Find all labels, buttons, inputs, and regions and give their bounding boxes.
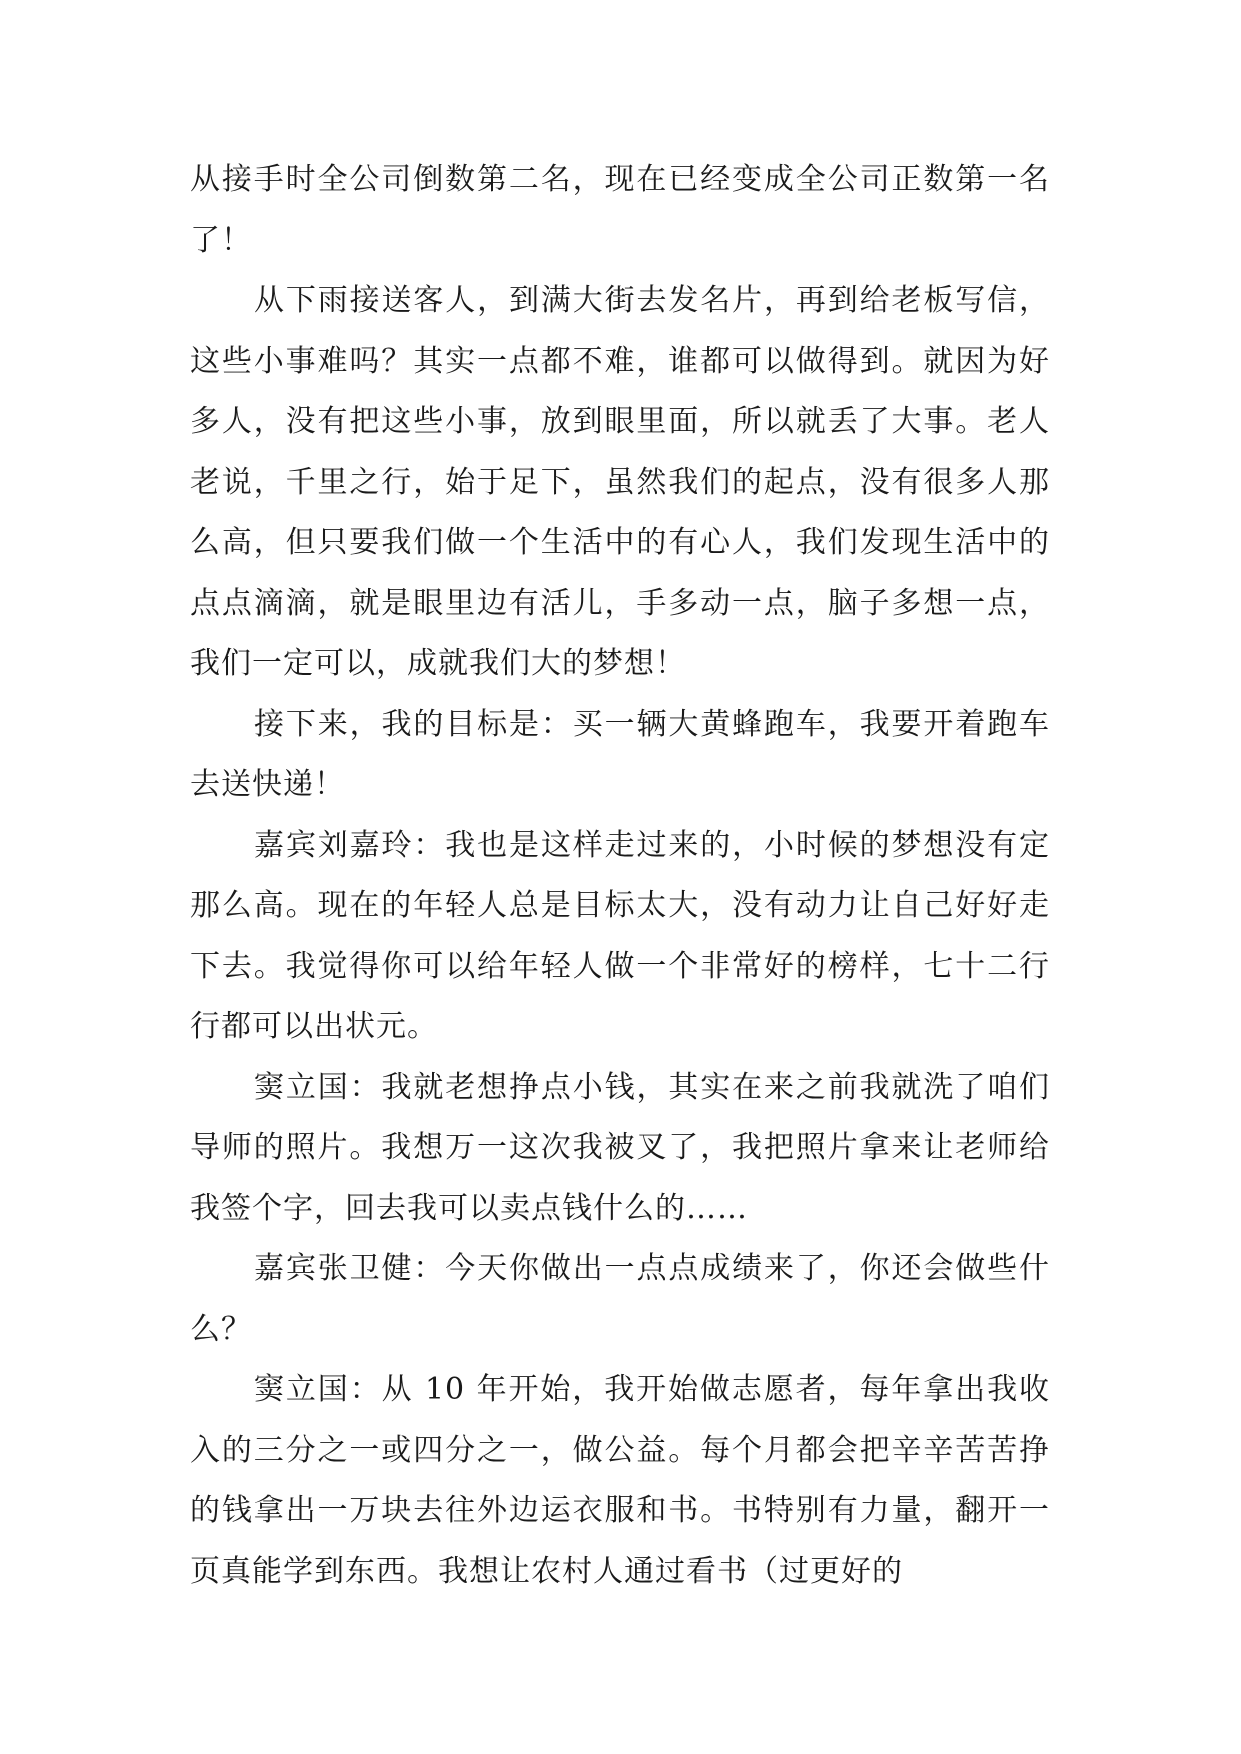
paragraph: 嘉宾张卫健：今天你做出一点点成绩来了，你还会做些什么？ — [190, 1251, 1050, 1347]
paragraph: 从接手时全公司倒数第二名，现在已经变成全公司正数第一名了！ — [190, 162, 1050, 258]
paragraph: 接下来，我的目标是：买一辆大黄蜂跑车，我要开着跑车去送快递！ — [190, 706, 1050, 802]
document-body — [190, 150, 1050, 1602]
paragraph: 从下雨接送客人，到满大街去发名片，再到给老板写信，这些小事难吗？其实一点都不难，谁都可以做得到。就因为好多人，没有把这些小事，放到眼里面，所以就丢了大事。老人老说，千里之行，始于足下，虽然我们的起点，没有很多人那么高，但只要我们做一个生活中的有心人，我们发现生活中的点点滴滴，就是眼里边有活儿，手多动一点，脑子多想一点，我们一定可以，成就我们大的梦想！ — [190, 283, 1050, 681]
paragraph: 嘉宾刘嘉玲：我也是这样走过来的，小时候的梦想没有定那么高。现在的年轻人总是目标太大，没有动力让自己好好走下去。我觉得你可以给年轻人做一个非常好的榜样，七十二行行都可以出状元。 — [190, 827, 1050, 1044]
paragraph: 窦立国：从 10 年开始，我开始做志愿者，每年拿出我收入的三分之一或四分之一，做公益。每个月都会把辛辛苦苦挣的钱拿出一万块去往外边运衣服和书。书特别有力量，翻开一页真能学到东西。我想让农村人通过看书（过更好的 — [190, 1372, 1050, 1589]
paragraph: 窦立国：我就老想挣点小钱，其实在来之前我就洗了咱们导师的照片。我想万一这次我被叉了，我把照片拿来让老师给我签个字，回去我可以卖点钱什么的…… — [190, 1069, 1050, 1226]
